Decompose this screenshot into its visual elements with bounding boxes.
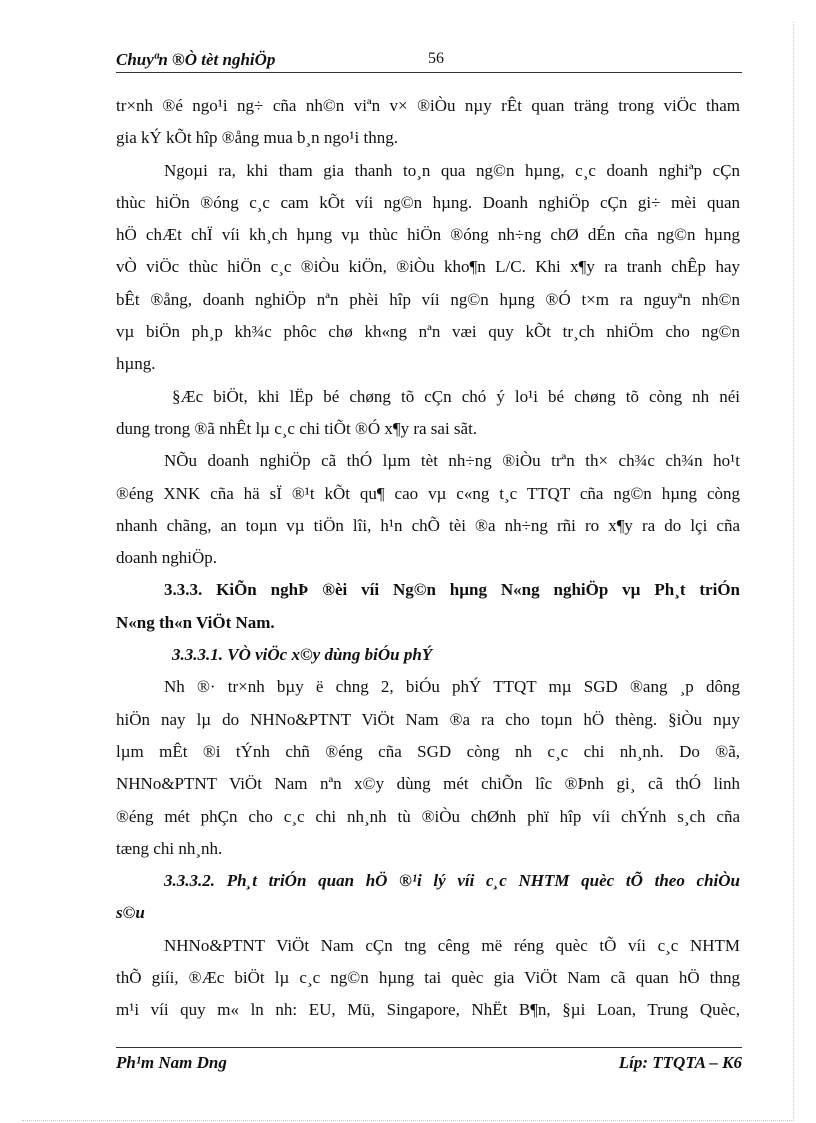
section-heading: 3.3.3. KiÕn nghÞ ®èi víi Ng©n hµng N«ng nghiÖp vµ Ph¸t triÓn [164,580,740,600]
body-line: bÊt ®ång, doanh nghiÖp nªn phèi hîp víi ng©n hµng ®Ó t×m ra nguyªn nh©n [116,289,740,309]
body-line: nhanh chãng, an toµn vµ tiÖn lîi, h¹n chÕ tèi ®a nh÷ng rñi ro x¶y ra do lçi cña [116,515,740,535]
subsection-heading: 3.3.3.2. Ph¸t triÓn quan hÖ ®¹i lý víi c¸c NHTM quèc tÕ theo chiÒu [164,871,740,891]
body-line: vÒ viÖc thùc hiÖn c¸c ®iÒu kiÖn, ®iÒu kho¶n L/C. Khi x¶y ra tranh chÊp hay [116,257,740,277]
body-line: tæng chi nh¸nh. [116,838,223,858]
body-line: NHNo&PTNT ViÖt Nam nªn x©y dùng mét chiÕn lîc ®Þnh gi¸ cã thÓ linh [116,774,740,794]
body-line: thùc hiÖn ®óng c¸c cam kÕt víi ng©n hµng. Doanh nghiÖp cÇn gi÷ mèi quan [116,192,740,212]
body-line: m¹i víi quy m« ln nh: EU, Mü, Singapore, NhËt B¶n, §µi Loan, Trung Quèc, [116,1000,740,1020]
body-line: thÕ giíi, ®Æc biÖt lµ c¸c ng©n hµng tai quèc gia ViÖt Nam cã quan hÖ thng [116,968,740,988]
header-title: Chuyªn ®Ò tèt nghiÖp [116,50,276,69]
body-line: ®éng mét phÇn cho c¸c chi nh¸nh tù ®iÒu chØnh phï hîp víi chÝnh s¸ch cña [116,806,740,826]
page-footer [116,1047,742,1078]
footer-class: Líp: TTQTA – K6 [618,1053,742,1072]
subsection-heading: s©u [116,903,145,923]
body-line: NHNo&PTNT ViÖt Nam cÇn tng cêng më réng quèc tÕ víi c¸c NHTM [164,935,740,955]
body-line: doanh nghiÖp. [116,548,218,568]
body-line: Nh ®· tr×nh bµy ë chng 2, biÓu phÝ TTQT mµ SGD ®ang ¸p dông [164,677,740,697]
body-line: tr×nh ®é ngo¹i ng÷ cña nh©n viªn v× ®iÒu nµy rÊt quan träng trong viÖc tham [116,96,740,115]
body-line: hiÖn nay lµ do NHNo&PTNT ViÖt Nam ®a ra cho toµn hÖ thèng. §iÒu nµy [116,709,740,729]
body-line: NÕu doanh nghiÖp cã thÓ lµm tèt nh÷ng ®iÒu trªn th× ch¾c ch¾n ho¹t [164,451,740,471]
page-number: 56 [428,50,444,67]
document-body [116,90,740,1027]
section-heading: N«ng th«n ViÖt Nam. [116,612,275,632]
body-line: dung trong ®ã nhÊt lµ c¸c chi tiÕt ®Ó x¶y ra sai sãt. [116,418,478,438]
body-line: §Æc biÖt, khi lËp bé chøng tõ cÇn chó ý lo¹i bé chøng tõ còng nh néi [172,386,740,406]
body-line: vµ biÖn ph¸p kh¾c phôc chø kh«ng nªn væi quy kÕt tr¸ch nhiÖm cho ng©n [116,322,740,342]
body-line: gia kÝ kÕt hîp ®ång mua b¸n ngo¹i thng. [116,128,398,148]
body-line: ®éng XNK cña hä sÏ ®¹t kÕt qu¶ cao vµ c«ng t¸c TTQT cña ng©n hµng còng [116,483,740,503]
body-line: lµm mÊt ®i tÝnh chñ ®éng cña SGD còng nh c¸c chi nh¸nh. Do ®ã, [116,741,740,761]
body-line: hµng. [116,354,156,374]
page-header [116,48,742,73]
subsection-heading: 3.3.3.1. VÒ viÖc x©y dùng biÓu phÝ [172,645,433,665]
body-line: Ngoµi ra, khi tham gia thanh to¸n qua ng©n hµng, c¸c doanh nghiªp cÇn [164,160,740,180]
footer-author: Ph¹m Nam Dng [116,1053,227,1072]
body-line: hÖ chÆt chÏ víi kh¸ch hµng vµ thùc hiÖn ®óng nh÷ng chØ dÉn cña ng©n hµng [116,225,740,245]
